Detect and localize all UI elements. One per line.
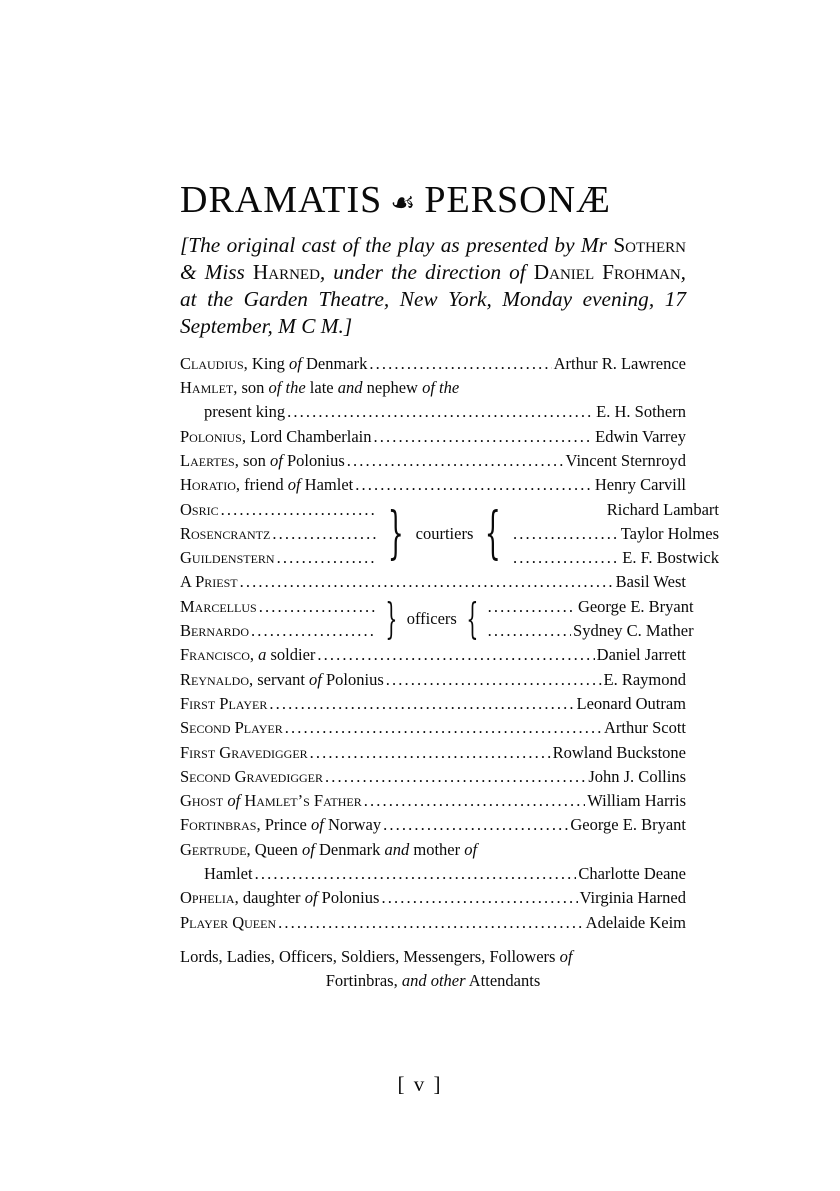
leader-dots <box>347 449 564 473</box>
note-harned: Harned <box>252 259 320 284</box>
actor-name: Henry Carvill <box>594 475 686 495</box>
leader-dots <box>287 400 594 424</box>
leader-dots <box>285 716 602 740</box>
actor-name: Rowland Buckstone <box>552 742 686 762</box>
courtiers-group <box>180 498 720 571</box>
cast-row-polonius: Polonius, Lord Chamberlain . . . Edwin Varrey <box>180 425 686 449</box>
note-bracket: [ <box>180 232 189 257</box>
leader-dots <box>383 813 568 837</box>
actor-name: Arthur R. Lawrence <box>553 353 686 373</box>
cast-row-bernardo: Bernardo . . . <box>180 619 378 643</box>
right-brace-icon: } <box>385 594 398 644</box>
actor-name: E. F. Bostwick <box>622 548 720 568</box>
cast-row-gertrude-cont: Hamlet . . . Charlotte Deane <box>180 862 686 886</box>
leader-dots <box>310 741 551 765</box>
leader-dots <box>317 643 594 667</box>
leader-dots <box>240 570 614 594</box>
actor-name: E. H. Sothern <box>596 402 686 422</box>
actor-name: E. Raymond <box>603 669 686 689</box>
cast-row-player-queen: Player Queen . . . Adelaide Keim <box>180 911 686 935</box>
actor-name: Edwin Varrey <box>595 426 686 446</box>
actor-name: Richard Lambart <box>606 499 720 519</box>
note-text-3: , under the direction of <box>319 259 534 284</box>
leader-dots <box>513 546 620 570</box>
cast-list <box>180 352 720 935</box>
note-sothern: Sothern <box>613 232 686 257</box>
leader-dots <box>369 352 551 376</box>
leader-dots <box>386 668 602 692</box>
actor-name: John J. Collins <box>588 766 686 786</box>
actor-name: George E. Bryant <box>570 815 686 835</box>
note-frohman: Daniel Frohman <box>533 259 681 284</box>
group-label: courtiers <box>415 524 474 544</box>
leader-dots <box>488 619 571 643</box>
officers-group <box>180 594 694 644</box>
note-text-1: The original cast of the play as presented by Mr <box>188 232 614 257</box>
left-brace-icon: { <box>485 501 502 567</box>
title-right: PERSONÆ <box>424 179 611 221</box>
note-ampersand: & <box>180 259 205 284</box>
cast-row-horatio: Horatio, friend of Hamlet . . . Henry Carvill <box>180 473 686 497</box>
attendants-note: Lords, Ladies, Officers, Soldiers, Messengers, Followers of Fortinbras, and other Attendants <box>180 946 573 990</box>
cast-row-francisco: Francisco, a soldier . . . Daniel Jarrett <box>180 643 686 667</box>
cast-note <box>180 232 686 340</box>
cast-row-guildenstern: Guildenstern . . . <box>180 546 378 570</box>
cast-row-claudius: Claudius, King of Denmark . . . Arthur R. Lawrence <box>180 352 686 376</box>
cast-row-ghost: Ghost of Hamlet’s Father . . . William Harris <box>180 789 686 813</box>
cast-row-reynaldo: Reynaldo, servant of Polonius . . . E. Raymond <box>180 668 686 692</box>
note-text-4: , at the Garden Theatre, New York, Monday evening, 17 September, M C M.] <box>180 259 686 338</box>
cast-row-second-player: Second Player . . . Arthur Scott <box>180 716 686 740</box>
leader-dots <box>488 595 576 619</box>
actor-name: Virginia Harned <box>579 888 686 908</box>
left-brace-icon: { <box>466 594 479 644</box>
leader-dots <box>374 425 594 449</box>
leader-dots <box>259 595 376 619</box>
cast-row-ophelia: Ophelia, daughter of Polonius . . . Virginia Harned <box>180 886 686 910</box>
actor-name: Vincent Sternroyd <box>565 450 686 470</box>
leader-dots <box>355 473 593 497</box>
leader-dots <box>513 522 619 546</box>
actor-name: Charlotte Deane <box>578 864 686 884</box>
cast-row-marcellus: Marcellus . . . <box>180 595 378 619</box>
cast-row-laertes: Laertes, son of Polonius . . . Vincent Sternroyd <box>180 449 686 473</box>
cast-row-second-gravedigger: Second Gravedigger . . . John J. Collins <box>180 765 686 789</box>
actor-name: Adelaide Keim <box>585 912 686 932</box>
actor-name: George E. Bryant <box>577 596 694 616</box>
actor-name: Daniel Jarrett <box>596 645 686 665</box>
leader-dots <box>278 911 584 935</box>
leader-dots <box>364 789 585 813</box>
leader-dots <box>277 546 376 570</box>
fleuron-icon: ☙ <box>390 188 417 219</box>
cast-row-hamlet-cont: present king . . . E. H. Sothern <box>180 400 686 424</box>
cast-row-fortinbras: Fortinbras, Prince of Norway . . . George E. Bryant <box>180 813 686 837</box>
title-left: DRAMATIS <box>180 179 383 221</box>
leader-dots <box>255 862 577 886</box>
actor-name: William Harris <box>587 791 686 811</box>
cast-row-osric: Osric . . . <box>180 498 378 522</box>
cast-row-first-player: First Player . . . Leonard Outram <box>180 692 686 716</box>
leader-dots <box>325 765 586 789</box>
leader-dots <box>272 522 376 546</box>
cast-list-page <box>180 179 720 993</box>
cast-row-first-gravedigger: First Gravedigger . . . Rowland Buckstone <box>180 741 686 765</box>
leader-dots <box>269 692 574 716</box>
page-title <box>180 180 686 222</box>
actor-name: Taylor Holmes <box>620 523 720 543</box>
actor-name: Leonard Outram <box>576 693 686 713</box>
actor-name: Sydney C. Mather <box>573 621 694 641</box>
actor-name: Arthur Scott <box>603 718 686 738</box>
cast-row-gertrude: Gertrude, Queen of Denmark and mother of <box>180 839 478 859</box>
page-number: [ v ] <box>397 1072 443 1096</box>
leader-dots <box>251 619 376 643</box>
leader-dots <box>221 498 376 522</box>
note-text-2: Miss <box>204 259 253 284</box>
cast-row-rosencrantz: Rosencrantz . . . <box>180 522 378 546</box>
actor-name: Basil West <box>615 572 686 592</box>
leader-dots <box>381 886 577 910</box>
cast-row-hamlet: Hamlet, son of the late and nephew of the <box>180 378 460 398</box>
cast-row-priest: A Priest . . . Basil West <box>180 570 686 594</box>
right-brace-icon: } <box>387 501 404 567</box>
group-label: officers <box>406 609 457 629</box>
